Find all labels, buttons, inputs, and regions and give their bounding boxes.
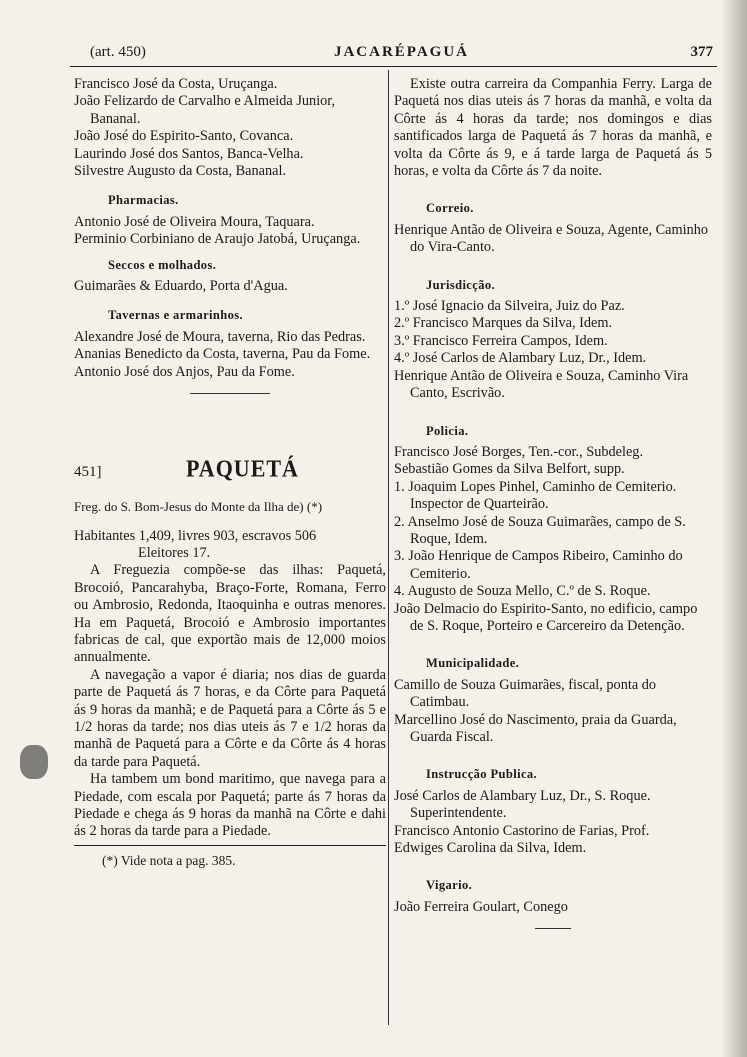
column-divider (388, 70, 389, 1025)
list-item: Camillo de Souza Guimarães, fiscal, ponta do Catimbau. (394, 676, 657, 711)
list-item: Antonio José dos Anjos, Pau da Fome. (74, 363, 295, 380)
freguezia-line: Freg. do S. Bom-Jesus do Monte da Ilha de) (*) (74, 499, 323, 515)
list-item: 4.º José Carlos de Alambary Luz, Dr., Idem. (394, 350, 647, 367)
list-item: João José do Espirito-Santo, Covanca. (74, 128, 294, 145)
section-heading-pharmacias: Pharmacias. (108, 193, 179, 208)
list-item: Francisco José da Costa, Uruçanga. (74, 76, 278, 92)
list-item: Perminio Corbiniano de Araujo Jatobá, Uruçanga. (74, 231, 361, 248)
list-item: 1.º José Ignacio da Silveira, Juiz do Paz. (394, 298, 625, 315)
page-number: 377 (690, 44, 713, 60)
list-item: João Ferreira Goulart, Conego (394, 898, 568, 915)
paragraph: A Freguezia compõe-se das ilhas: Paquetá, Brocoió, Pancarahyba, Braço-Forte, Romana, Ferro ou Ambrosio, Redonda, Itaoquinha e outras menores. Ha em Paquetá, Brocoió e Ambrosio importantes fabricas de cal, que exportão mais de 12,000 moios annualmente. (74, 562, 386, 666)
short-divider (535, 928, 571, 929)
footnote: (*) Vide nota a pag. 385. (102, 852, 236, 868)
section-heading-seccos: Seccos e molhados. (108, 257, 217, 272)
list-item: Henrique Antão de Oliveira e Souza, Agente, Caminho do Vira-Canto. (394, 221, 709, 256)
list-item: Sebastião Gomes da Silva Belfort, supp. (394, 461, 625, 478)
list-item: Alexandre José de Moura, taverna, Rio das Pedras. (74, 328, 366, 345)
section-heading-municipalidade: Municipalidade. (426, 656, 520, 671)
header-rule (70, 66, 717, 67)
section-heading-jurisdiccao: Jurisdicção. (426, 277, 496, 292)
section-heading-correio: Correio. (426, 201, 474, 216)
list-item: 1. Joaquim Lopes Pinhel, Caminho de Cemiterio. Inspector de Quarteirão. (394, 478, 677, 513)
list-item: José Carlos de Alambary Luz, Dr., S. Roque. Superintendente. (394, 787, 651, 822)
left-column (74, 76, 386, 869)
list-item: 3. João Henrique de Campos Ribeiro, Caminho do Cemiterio. (394, 548, 683, 582)
section-title: PAQUETÁ (186, 454, 299, 483)
list-item: 2.º Francisco Marques da Silva, Idem. (394, 315, 613, 332)
header-title: JACARÉPAGUÁ (333, 44, 470, 60)
section-header-paqueta (74, 454, 386, 490)
list-item: Henrique Antão de Oliveira e Souza, Caminho Vira Canto, Escrivão. (394, 367, 689, 402)
section-heading-policia: Policia. (426, 423, 469, 438)
list-item: 4. Augusto de Souza Mello, C.º de S. Roque. (394, 583, 651, 600)
list-item: Francisco Antonio Castorino de Farias, Prof. (394, 822, 650, 839)
eleitores-line: Eleitores 17. (138, 544, 211, 561)
list-item: Ananias Benedicto da Costa, taverna, Pau da Fome. (74, 346, 371, 363)
footnote-rule (74, 845, 386, 846)
header-article-ref: (art. 450) (90, 44, 146, 60)
right-column (394, 76, 712, 929)
paragraph: Existe outra carreira da Companhia Ferry. Larga de Paquetá nos dias uteis ás 7 horas da manhã, e volta da Côrte ás 4 horas da tarde; nos domingos e dias santificados larga de Paquetá ás 7 horas da manhã, e volta da Côrte ás 9, e á tarde larga de Paquetá ás 5 horas, e volta da Côrte ás 7 da noite. (394, 76, 712, 180)
running-header (90, 44, 713, 66)
section-heading-tavernas: Tavernas e armarinhos. (108, 308, 244, 323)
list-item: Francisco José Borges, Ten.-cor., Subdeleg. (394, 443, 644, 460)
list-item: João Felizardo de Carvalho e Almeida Junior, Bananal. (74, 93, 336, 127)
list-item: Marcellino José do Nascimento, praia da Guarda, Guarda Fiscal. (394, 711, 677, 745)
list-item: Antonio José de Oliveira Moura, Taquara. (74, 213, 315, 230)
list-item: Edwiges Carolina da Silva, Idem. (394, 840, 587, 857)
paragraph: A navegação a vapor é diaria; nos dias de guarda parte de Paquetá ás 7 horas, e da Côrte para Paquetá ás 9 horas da manhã; e de Paquetá para a Côrte ás 5 e 1/2 horas da tarde; nos dias uteis ás 7 e 1/2 horas da manhã de Paquetá para a Côrte e da Côrte ás 4 horas da tarde para Paquetá. (74, 666, 386, 770)
paragraph: Ha tambem um bond maritimo, que navega para a Piedade, com escala por Paquetá; parte ás 7 horas da Piedade e chega ás 9 horas da manhã na Côrte e dahi ás 2 horas da tarde para a Piedade. (74, 771, 386, 840)
list-item: João Delmacio do Espirito-Santo, no edificio, campo de S. Roque, Porteiro e Carcereiro da Detenção. (394, 600, 698, 634)
page-edge-shadow (721, 0, 747, 1057)
section-heading-vigario: Vigario. (426, 878, 473, 893)
section-number: 451] (74, 464, 102, 481)
list-item: 2. Anselmo José de Souza Guimarães, campo de S. Roque, Idem. (394, 513, 686, 547)
list-item: Guimarães & Eduardo, Porta d'Agua. (74, 278, 288, 295)
list-item: 3.º Francisco Ferreira Campos, Idem. (394, 332, 608, 349)
list-item: Silvestre Augusto da Costa, Bananal. (74, 163, 287, 180)
habitantes-line: Habitantes 1,409, livres 903, escravos 506 (74, 527, 317, 544)
section-heading-instruccao: Instrucção Publica. (426, 767, 538, 782)
list-item: Laurindo José dos Santos, Banca-Velha. (74, 145, 304, 162)
ink-blot (20, 745, 48, 779)
